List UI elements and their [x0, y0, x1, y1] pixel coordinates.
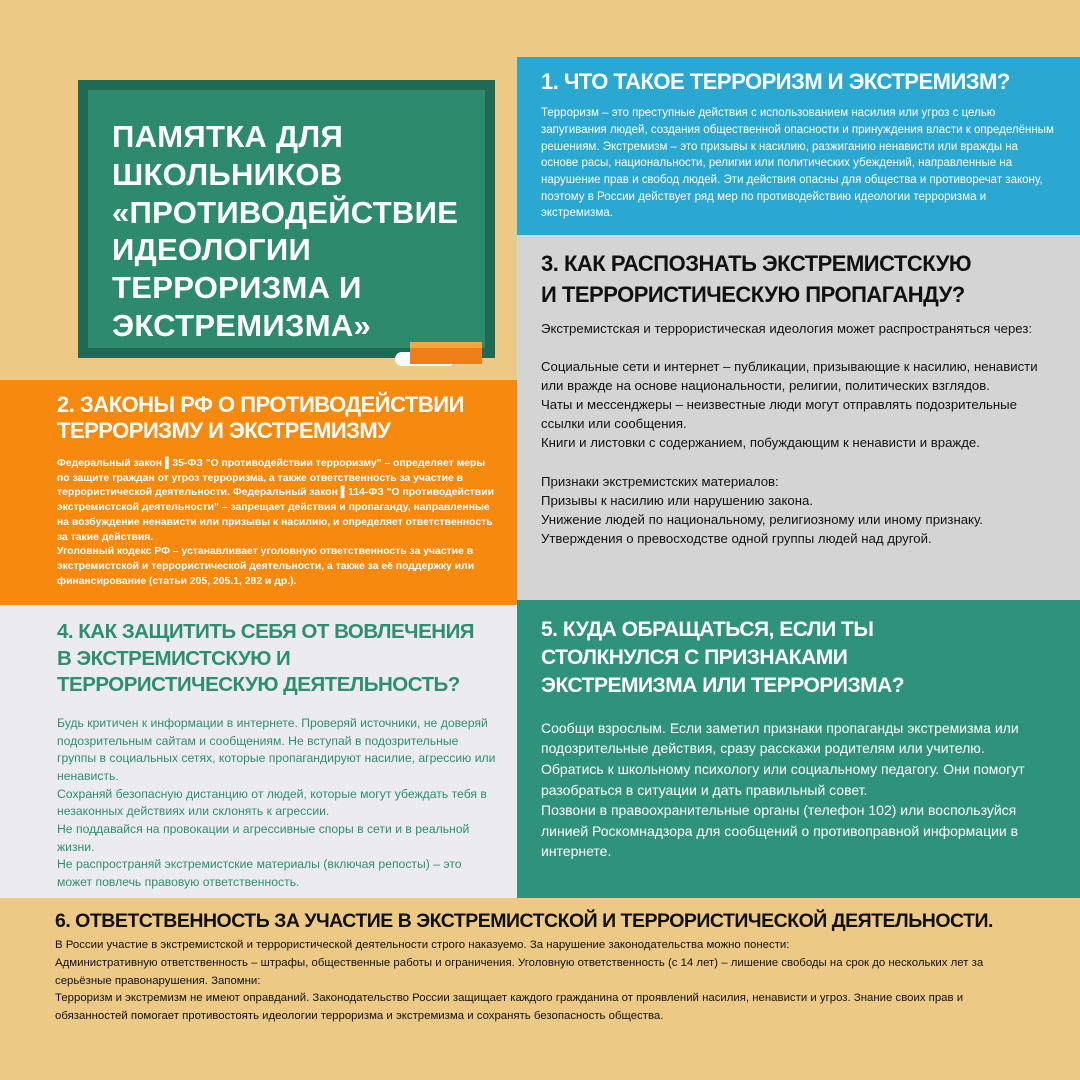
section-what-is-terrorism — [517, 57, 1080, 235]
section-title: 6. ОТВЕТСТВЕННОСТЬ ЗА УЧАСТИЕ В ЭКСТРЕМИСТСКОЙ И ТЕРРОРИСТИЧЕСКОЙ ДЕЯТЕЛЬНОСТИ. — [55, 910, 993, 932]
section-responsibility — [0, 898, 1080, 1080]
section-text: Терроризм – это преступные действия с использованием насилия или угроз с целью запугивания людей, создания общественной опасности и принуждения власти к определённым решениям. Экстремизм – это призывы к насилию, разжиганию ненависти или вражды на основе расы, национальности, религии или политических убеждений, направленные на нарушение прав и свобод людей. Эти действия опасны для общества и противоречат закону, поэтому в России действует ряд мер по противодействию идеологии терроризма и экстремизма. — [541, 107, 1054, 220]
section-title: 5. КУДА ОБРАЩАТЬСЯ, ЕСЛИ ТЫ СТОЛКНУЛСЯ С ПРИЗНАКАМИ ЭКСТРЕМИЗМА ИЛИ ТЕРРОРИЗМА? — [541, 618, 905, 697]
section-title: 3. КАК РАСПОЗНАТЬ ЭКСТРЕМИСТСКУЮ И ТЕРРОРИСТИЧЕСКУЮ ПРОПАГАНДУ? — [541, 251, 972, 307]
section-title: 4. КАК ЗАЩИТИТЬ СЕБЯ ОТ ВОВЛЕЧЕНИЯ В ЭКСТРЕМИСТСКУЮ И ТЕРРОРИСТИЧЕСКУЮ ДЕЯТЕЛЬНОСТЬ? — [57, 620, 475, 697]
section-where-to-turn — [517, 600, 1080, 898]
section-laws — [0, 380, 517, 605]
chalkboard — [78, 80, 495, 358]
section-text: Федеральный закон ▌35-ФЗ "О противодействии терроризму" – определяет меры по защите граждан от угроз терроризма, а также ответственность за участие в террористической деятельности. Федеральный закон ▌114-ФЗ "О противодействии экстремистской деятельности" – запрещает действия и пропаганду, направленные на возбуждение ненависти или призывы к насилию, и определяет ответственность за такие действия. Уголовный кодекс РФ – устанавливает уголовную ответственность за участие в экстремистской и террористической деятельности, а также за её поддержку или финансирование (статьи 205, 205.1, 282 и др.). — [57, 457, 494, 587]
section-title: 2. ЗАКОНЫ РФ О ПРОТИВОДЕЙСТВИИ ТЕРРОРИЗМУ И ЭКСТРЕМИЗМУ — [57, 392, 464, 444]
page-title: ПАМЯТКА ДЛЯ ШКОЛЬНИКОВ «ПРОТИВОДЕЙСТВИЕ ИДЕОЛОГИИ ТЕРРОРИЗМА И ЭКСТРЕМИЗМА» — [112, 119, 459, 344]
section-recognize-propaganda — [517, 235, 1080, 600]
section-protect-yourself — [0, 605, 517, 898]
eraser-icon — [410, 342, 482, 364]
section-text: В России участие в экстремистской и террористической деятельности строго наказуемо. За нарушение законодательства можно понести: Административную ответственность – штрафы, общественные работы и ограничения. Уголовную ответственность (с 14 лет) – лишение свободы на срок до нескольких лет за серьёзные правонарушения. Запомни: Терроризм и экстремизм не имеют оправданий. Законодательство России защищает каждого гражданина от проявлений насилия, ненависти и угроз. Знание своих прав и обязанностей помогает противостоять идеологии терроризма и экстремизма и сохранять безопасность общества. — [55, 939, 984, 1023]
section-title: 1. ЧТО ТАКОЕ ТЕРРОРИЗМ И ЭКСТРЕМИЗМ? — [541, 69, 1010, 94]
section-text: Будь критичен к информации в интернете. Проверяй источники, не доверяй подозрительным сайтам и сообщениям. Не вступай в подозрительные группы в социальных сетях, которые пропагандируют насилие, агрессию или ненависть. Сохраняй безопасную дистанцию от людей, которые могут убеждать тебя в незаконных действиях или склонять к агрессии. Не поддавайся на провокации и агрессивные споры в сети и в реальной жизни. Не распространяй экстремистские материалы (включая репосты) – это может повлечь правовую ответственность. — [57, 715, 496, 890]
section-text: Сообщи взрослым. Если заметил признаки пропаганды экстремизма или подозрительные действия, сразу расскажи родителям или учителю. Обратись к школьному психологу или социальному педагогу. Они помогут разобраться в ситуации и дать правильный совет. Позвони в правоохранительные органы (телефон 102) или воспользуйся линией Роскомнадзора для сообщений о противоправной информации в интернете. — [541, 719, 1025, 860]
section-text: Экстремистская и террористическая идеология может распространяться через: Социальные сети и интернет – публикации, призывающие к насилию, ненависти или вражде на основе национальности, религии, политических взглядов. Чаты и мессенджеры – неизвестные люди могут отправлять подозрительные ссылки или сообщения. Книги и листовки с содержанием, побуждающим к ненависти и вражде. Признаки экстремистских материалов: Призывы к насилию или нарушению закона. Унижение людей по национальному, религиозному или иному признаку. Утверждения о превосходстве одной группы людей над другой. — [541, 320, 1038, 547]
chalkboard-header — [55, 55, 517, 380]
